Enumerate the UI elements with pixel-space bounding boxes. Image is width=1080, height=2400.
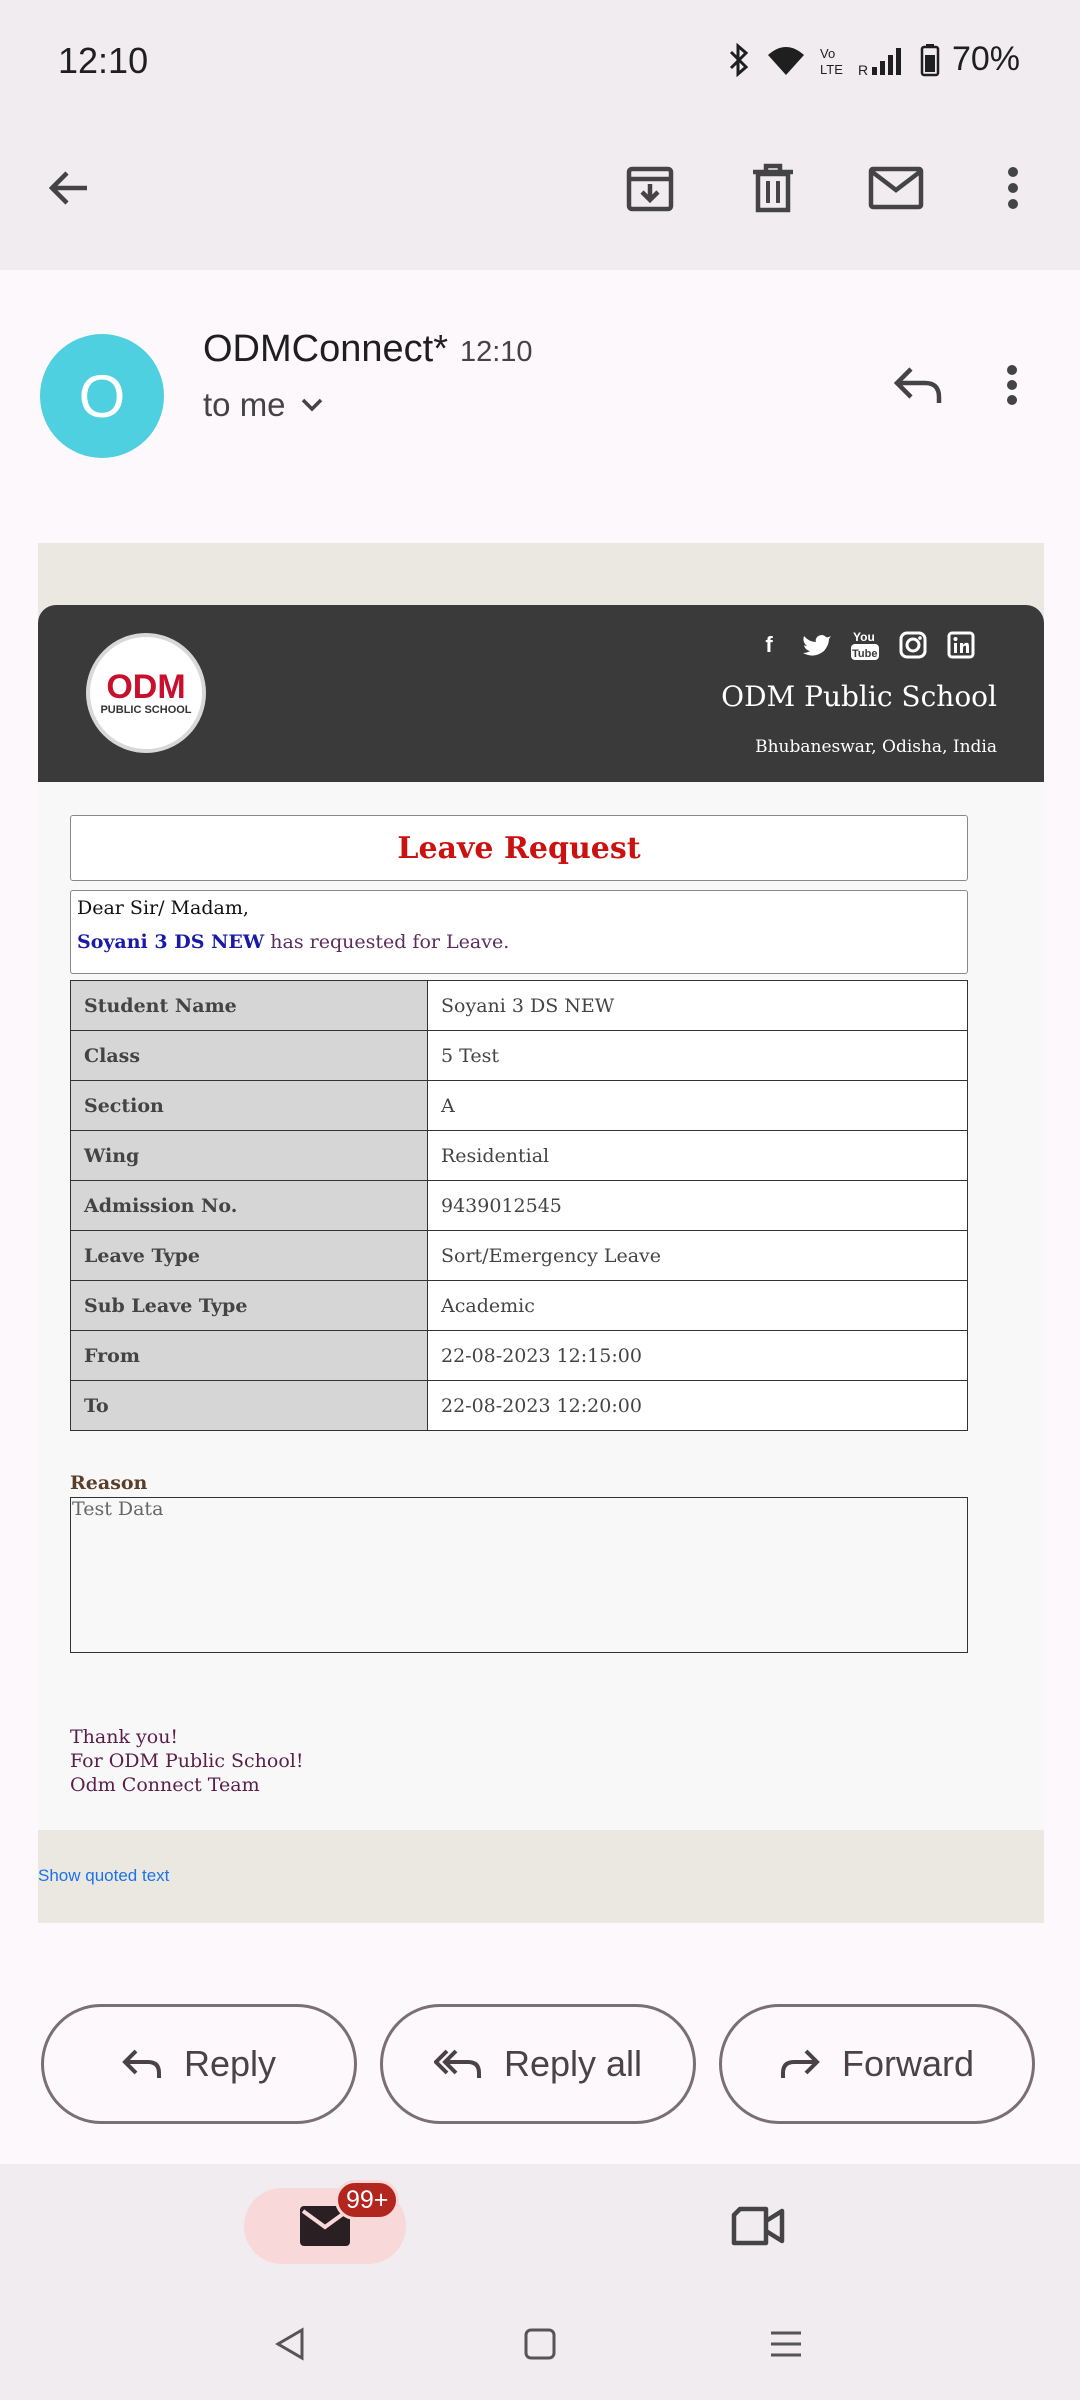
sender-name-text: ODMConnect*: [203, 328, 448, 370]
table-row: [71, 1031, 968, 1081]
signoff: [70, 1725, 304, 1797]
forward-button[interactable]: [719, 2004, 1035, 2124]
reply-all-label: Reply all: [503, 2043, 643, 2084]
row-label: From: [71, 1331, 428, 1381]
mark-unread-button[interactable]: [856, 148, 936, 228]
triangle-back-icon: [272, 2326, 308, 2362]
table-row: [71, 981, 968, 1031]
twitter-icon[interactable]: [800, 628, 834, 662]
row-value: Soyani 3 DS NEW: [428, 981, 968, 1031]
sender-name: [203, 328, 533, 371]
table-row: [71, 1181, 968, 1231]
svg-text:You: You: [853, 630, 875, 644]
unread-count-badge: 99+: [335, 2180, 399, 2220]
row-value: A: [428, 1081, 968, 1131]
linkedin-icon[interactable]: [944, 628, 978, 662]
archive-button[interactable]: [610, 148, 690, 228]
school-location: Bhubaneswar, Odisha, India: [755, 737, 997, 757]
table-row: [71, 1231, 968, 1281]
svg-text:LTE: LTE: [819, 61, 843, 77]
sender-avatar[interactable]: O: [40, 334, 164, 458]
forward-icon: [780, 2048, 820, 2080]
row-value: 22-08-2023 12:15:00: [428, 1331, 968, 1381]
row-value: 22-08-2023 12:20:00: [428, 1381, 968, 1431]
recipient-text: to me: [203, 386, 286, 423]
wifi-icon: [766, 43, 806, 77]
show-quoted-text-link[interactable]: Show quoted text: [38, 1866, 170, 1885]
system-recents-button[interactable]: [756, 2314, 816, 2374]
facebook-icon[interactable]: f: [765, 632, 773, 657]
archive-icon: [624, 162, 676, 214]
forward-label: Forward: [841, 2043, 975, 2084]
table-row: [71, 1281, 968, 1331]
table-row: [71, 1331, 968, 1381]
row-label: To: [71, 1381, 428, 1431]
mail-icon: [868, 166, 924, 210]
more-options-button[interactable]: [973, 148, 1053, 228]
row-label: Student Name: [71, 981, 428, 1031]
reason-label: Reason: [70, 1472, 148, 1494]
signal-icon: [858, 43, 908, 77]
youtube-icon[interactable]: [848, 628, 882, 662]
more-vert-icon: [1005, 164, 1021, 212]
reply-all-button[interactable]: [380, 2004, 696, 2124]
video-camera-icon: [730, 2205, 786, 2247]
battery-percent: 70%: [951, 40, 1020, 78]
delete-button[interactable]: [733, 148, 813, 228]
instagram-icon[interactable]: [896, 628, 930, 662]
row-value: Sort/Emergency Leave: [428, 1231, 968, 1281]
row-value: Academic: [428, 1281, 968, 1331]
row-label: Leave Type: [71, 1231, 428, 1281]
svg-text:Vo: Vo: [819, 45, 836, 61]
logo-subtext: PUBLIC SCHOOL: [100, 704, 192, 716]
message-more-button[interactable]: [982, 345, 1042, 425]
greeting: Dear Sir/ Madam,: [77, 897, 249, 919]
row-value: 5 Test: [428, 1031, 968, 1081]
signoff-line: Odm Connect Team: [70, 1774, 260, 1796]
requester-name: Soyani 3 DS NEW: [77, 931, 265, 953]
logo-text: ODM: [106, 668, 186, 706]
row-label: Section: [71, 1081, 428, 1131]
row-value: 9439012545: [428, 1181, 968, 1231]
table-row: [71, 1081, 968, 1131]
status-time: 12:10: [58, 40, 149, 81]
school-name: ODM Public School: [721, 680, 997, 713]
signoff-line: Thank you!: [70, 1726, 179, 1748]
svg-text:R: R: [857, 61, 869, 77]
row-label: Class: [71, 1031, 428, 1081]
row-label: Wing: [71, 1131, 428, 1181]
system-back-button[interactable]: [260, 2314, 320, 2374]
reply-label: Reply: [183, 2043, 277, 2084]
leave-title: Leave Request: [397, 830, 641, 866]
reply-button[interactable]: [41, 2004, 357, 2124]
menu-recents-icon: [769, 2327, 803, 2361]
volte-icon: [818, 43, 846, 77]
meet-tab[interactable]: [718, 2188, 798, 2264]
social-links: [752, 628, 978, 662]
greeting-box: [70, 890, 968, 974]
sender-time: 12:10: [459, 336, 533, 368]
status-icons: [724, 40, 1020, 79]
table-row: [71, 1131, 968, 1181]
row-value: Residential: [428, 1131, 968, 1181]
back-arrow-icon: [45, 164, 93, 212]
request-suffix: has requested for Leave.: [264, 931, 510, 953]
school-logo: [86, 633, 206, 753]
svg-text:Tube: Tube: [852, 648, 878, 660]
reply-icon-button[interactable]: [878, 345, 958, 425]
reply-icon: [122, 2048, 162, 2080]
more-vert-icon: [1005, 363, 1019, 407]
request-line: [77, 931, 509, 953]
row-label: Sub Leave Type: [71, 1281, 428, 1331]
system-home-button[interactable]: [510, 2314, 570, 2374]
reply-icon: [893, 365, 943, 405]
row-label: Admission No.: [71, 1181, 428, 1231]
chevron-down-icon: [300, 397, 324, 413]
recipient-details-toggle[interactable]: [203, 386, 324, 424]
table-row: [71, 1381, 968, 1431]
reason-box: [70, 1497, 968, 1653]
trash-icon: [749, 162, 797, 214]
leave-title-box: [70, 815, 968, 881]
reply-all-icon: [434, 2048, 482, 2080]
back-button[interactable]: [29, 148, 109, 228]
leave-details-table: [70, 980, 968, 1431]
battery-icon: [920, 43, 940, 77]
signoff-line: For ODM Public School!: [70, 1750, 304, 1772]
reason-text: Test Data: [72, 1498, 164, 1520]
bluetooth-icon: [724, 43, 754, 77]
square-home-icon: [523, 2327, 557, 2361]
